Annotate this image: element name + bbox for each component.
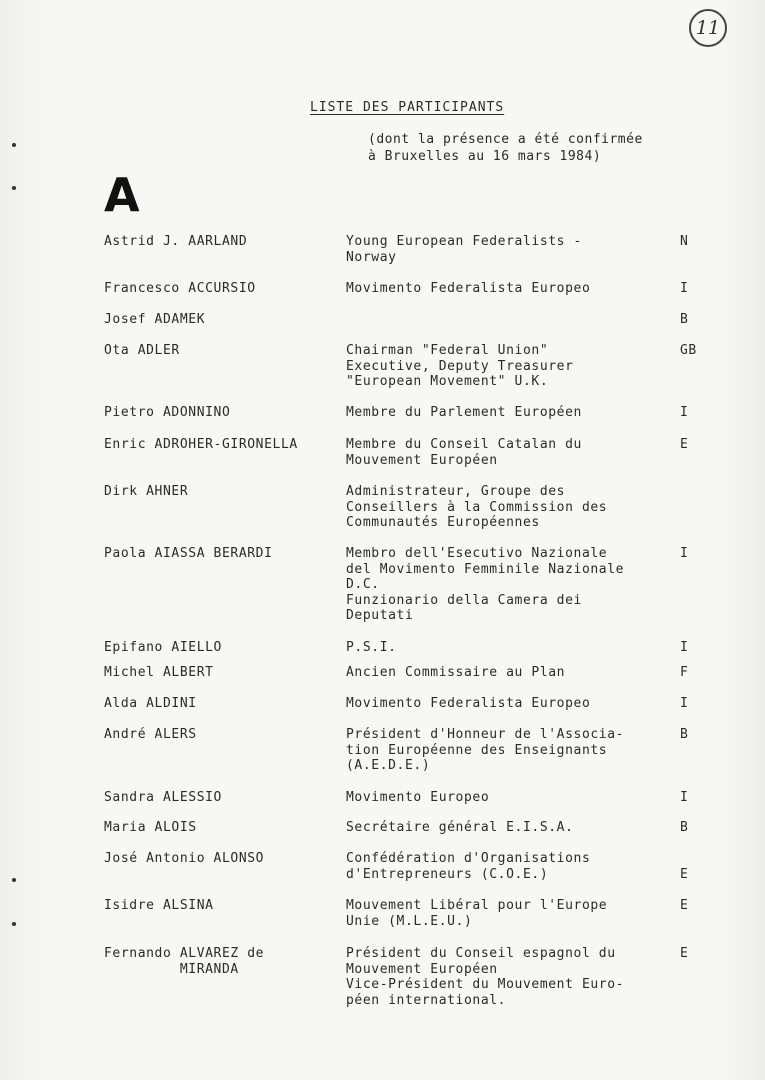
participant-name: Alda ALDINI (104, 696, 197, 711)
subtitle-line-2: à Bruxelles au 16 mars 1984) (368, 149, 602, 164)
participant-name: Dirk AHNER (104, 484, 189, 499)
section-letter: A (104, 168, 140, 222)
participant-country: N (680, 234, 689, 249)
participant-name: Isidre ALSINA (104, 898, 214, 913)
participant-country: I (680, 790, 689, 805)
participant-affiliation: Confédération d'Organisations d'Entrepreneurs (C.O.E.) (346, 851, 591, 882)
subtitle-line-1: (dont la présence a été confirmée (368, 132, 643, 147)
participant-name: Fernando ALVAREZ de MIRANDA (104, 946, 265, 977)
participant-name: Ota ADLER (104, 343, 180, 358)
scan-mark (12, 922, 16, 926)
participant-affiliation: Secrétaire général E.I.S.A. (346, 820, 574, 835)
participant-country: I (680, 281, 689, 296)
participant-name: Paola AIASSA BERARDI (104, 546, 273, 561)
participant-country: I (680, 405, 689, 420)
page-subtitle (368, 131, 643, 165)
participant-affiliation: P.S.I. (346, 640, 397, 655)
page-number-circle: 11 (689, 9, 727, 47)
participant-name: Michel ALBERT (104, 665, 214, 680)
participant-country: E (680, 898, 689, 913)
scan-mark (12, 186, 16, 190)
participant-country: B (680, 312, 689, 327)
participant-affiliation: Movimento Europeo (346, 790, 490, 805)
scan-mark (12, 143, 16, 147)
participant-affiliation: Président du Conseil espagnol du Mouvement Européen Vice-Président du Mouvement Euro- péen international. (346, 946, 625, 1008)
participant-country: B (680, 820, 689, 835)
participant-country: I (680, 696, 689, 711)
participant-affiliation: Mouvement Libéral pour l'Europe Unie (M.L.E.U.) (346, 898, 608, 929)
scan-mark (12, 878, 16, 882)
participant-affiliation: Membre du Parlement Européen (346, 405, 582, 420)
participant-affiliation: Chairman "Federal Union" Executive, Deputy Treasurer "European Movement" U.K. (346, 343, 574, 389)
participant-name: Enric ADROHER-GIRONELLA (104, 437, 298, 452)
participant-country: E (680, 867, 689, 882)
participant-affiliation: Administrateur, Groupe des Conseillers à la Commission des Communautés Européennes (346, 484, 608, 530)
participant-country: I (680, 640, 689, 655)
participant-affiliation: Membro dell'Esecutivo Nazionale del Movimento Femminile Nazionale D.C. Funzionario della Camera dei Deputati (346, 546, 625, 623)
participant-country: E (680, 437, 689, 452)
participant-affiliation: Ancien Commissaire au Plan (346, 665, 566, 680)
participant-name: Epifano AIELLO (104, 640, 222, 655)
participant-name: Francesco ACCURSIO (104, 281, 256, 296)
participant-country: E (680, 946, 689, 961)
participant-country: GB (680, 343, 697, 358)
participant-name: José Antonio ALONSO (104, 851, 265, 866)
participant-affiliation: Movimento Federalista Europeo (346, 696, 591, 711)
participant-affiliation: Membre du Conseil Catalan du Mouvement Européen (346, 437, 582, 468)
page-title: LISTE DES PARTICIPANTS (310, 100, 505, 115)
participant-name: Josef ADAMEK (104, 312, 206, 327)
participant-name: Maria ALOIS (104, 820, 197, 835)
participant-name: André ALERS (104, 727, 197, 742)
participant-name: Sandra ALESSIO (104, 790, 222, 805)
participant-affiliation: Movimento Federalista Europeo (346, 281, 591, 296)
participant-name: Astrid J. AARLAND (104, 234, 248, 249)
participant-name: Pietro ADONNINO (104, 405, 231, 420)
participant-affiliation: Président d'Honneur de l'Associa- tion Européenne des Enseignants (A.E.D.E.) (346, 727, 625, 773)
participant-country: I (680, 546, 689, 561)
participant-affiliation: Young European Federalists - Norway (346, 234, 582, 265)
participant-country: B (680, 727, 689, 742)
participant-country: F (680, 665, 689, 680)
